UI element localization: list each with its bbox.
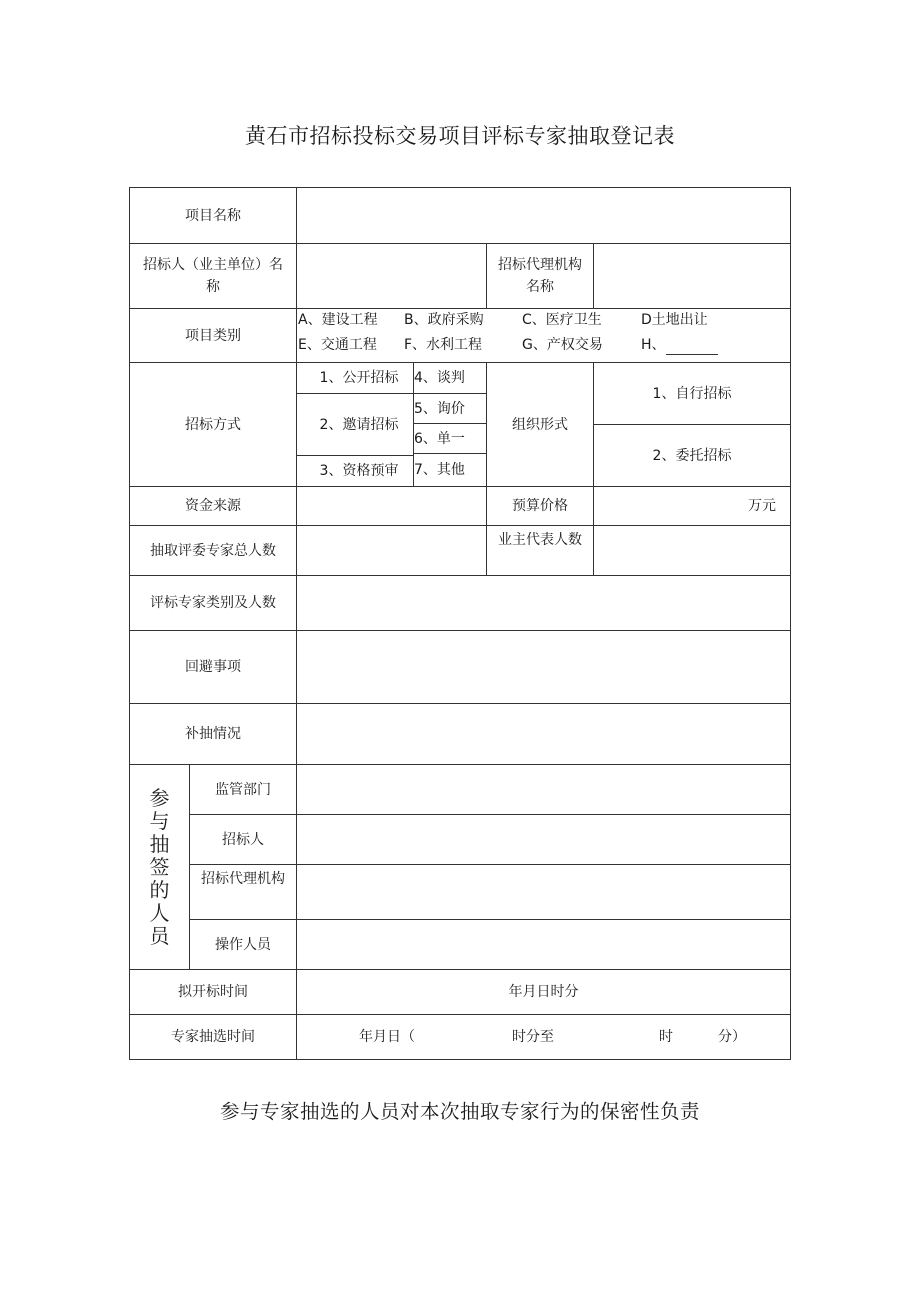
- bid-method-single[interactable]: 6、单一: [414, 430, 465, 447]
- participants-char: 与: [149, 808, 170, 833]
- bid-method-invite[interactable]: 2、邀请招标: [319, 416, 399, 433]
- selection-hour: 时: [659, 1029, 673, 1045]
- org-form-entrusted[interactable]: 2、委托招标: [652, 447, 732, 464]
- agency-name-label-line2: 名称: [526, 279, 554, 295]
- participants-char: 人: [149, 900, 170, 925]
- agency-participant-field[interactable]: [297, 865, 790, 919]
- category-option-h-blank[interactable]: [666, 340, 718, 355]
- tenderer-name-label: [130, 244, 296, 308]
- participants-char: 抽: [149, 831, 170, 856]
- tenderer-name-label-line2: 称: [206, 279, 220, 295]
- category-option-h-label: H、: [641, 337, 666, 353]
- category-option-f[interactable]: F、水利工程: [404, 337, 483, 353]
- opening-time-field[interactable]: [297, 970, 790, 1014]
- budget-price-field[interactable]: [594, 487, 790, 525]
- fund-source-field[interactable]: [297, 487, 486, 525]
- operator-field[interactable]: [297, 920, 790, 969]
- org-form-self[interactable]: 1、自行招标: [652, 385, 732, 402]
- participants-char: 的: [149, 877, 170, 902]
- owner-reps-label: 业主代表人数: [498, 532, 582, 548]
- project-name-label: 项目名称: [185, 207, 241, 224]
- project-name-field[interactable]: [297, 188, 790, 243]
- category-option-h[interactable]: [641, 335, 718, 355]
- agency-name-label: [487, 244, 593, 308]
- operator-label: 操作人员: [215, 936, 271, 953]
- agency-participant-label: 招标代理机构: [201, 871, 285, 887]
- category-option-c[interactable]: C、医疗卫生: [522, 312, 602, 328]
- tenderer-participant-label: 招标人: [222, 831, 264, 848]
- form-title: 黄石市招标投标交易项目评标专家抽取登记表: [245, 124, 675, 148]
- tenderer-participant-field[interactable]: [297, 815, 790, 864]
- bid-method-label: 招标方式: [185, 416, 241, 433]
- expert-types-label: 评标专家类别及人数: [150, 595, 276, 611]
- confidentiality-note: 参与专家抽选的人员对本次抽取专家行为的保密性负责: [219, 1100, 700, 1123]
- avoidance-field[interactable]: [297, 631, 790, 703]
- supplement-label: 补抽情况: [185, 726, 241, 742]
- fund-source-label: 资金来源: [185, 498, 241, 514]
- bid-method-open[interactable]: 1、公开招标: [319, 370, 399, 386]
- bid-method-prequal[interactable]: 3、资格预审: [319, 463, 399, 479]
- participants-char: 参: [149, 785, 170, 810]
- avoidance-label: 回避事项: [185, 659, 241, 675]
- category-option-e[interactable]: E、交通工程: [298, 337, 377, 353]
- category-option-a[interactable]: A、建设工程: [298, 312, 378, 328]
- budget-unit: 万元: [748, 498, 776, 514]
- selection-minute: 分）: [718, 1029, 746, 1045]
- supervisor-label: 监管部门: [215, 781, 271, 798]
- participants-char: 签: [149, 854, 170, 879]
- agency-name-field[interactable]: [594, 244, 790, 308]
- selection-time-field[interactable]: [297, 1015, 790, 1059]
- bid-method-inquiry[interactable]: 5、询价: [414, 400, 465, 417]
- selection-from: 时分至: [512, 1029, 554, 1045]
- supervisor-field[interactable]: [297, 765, 790, 814]
- agency-name-label-line1: 招标代理机构: [498, 257, 582, 273]
- bid-method-other[interactable]: 7、其他: [414, 462, 465, 478]
- opening-time-value: 年月日时分: [508, 984, 579, 1000]
- total-experts-field[interactable]: [297, 526, 486, 575]
- tenderer-name-label-line1: 招标人（业主单位）名: [143, 257, 283, 273]
- expert-types-field[interactable]: [297, 576, 790, 630]
- owner-reps-field[interactable]: [594, 526, 790, 575]
- category-option-b[interactable]: B、政府采购: [404, 312, 484, 328]
- category-option-d[interactable]: D土地出让: [641, 312, 708, 328]
- selection-time-label: 专家抽选时间: [171, 1029, 255, 1045]
- participants-char: 员: [149, 923, 170, 948]
- participants-label: [130, 765, 189, 969]
- category-option-g[interactable]: G、产权交易: [522, 337, 603, 353]
- supplement-field[interactable]: [297, 704, 790, 764]
- selection-date: 年月日（: [359, 1029, 415, 1045]
- budget-price-label: 预算价格: [512, 498, 568, 514]
- org-form-label: 组织形式: [512, 416, 568, 433]
- bid-method-negotiate[interactable]: 4、谈判: [414, 370, 465, 386]
- project-category-label: 项目类别: [185, 327, 241, 344]
- tenderer-name-field[interactable]: [297, 244, 486, 308]
- opening-time-label: 拟开标时间: [178, 984, 248, 1000]
- total-experts-label: 抽取评委专家总人数: [150, 542, 276, 559]
